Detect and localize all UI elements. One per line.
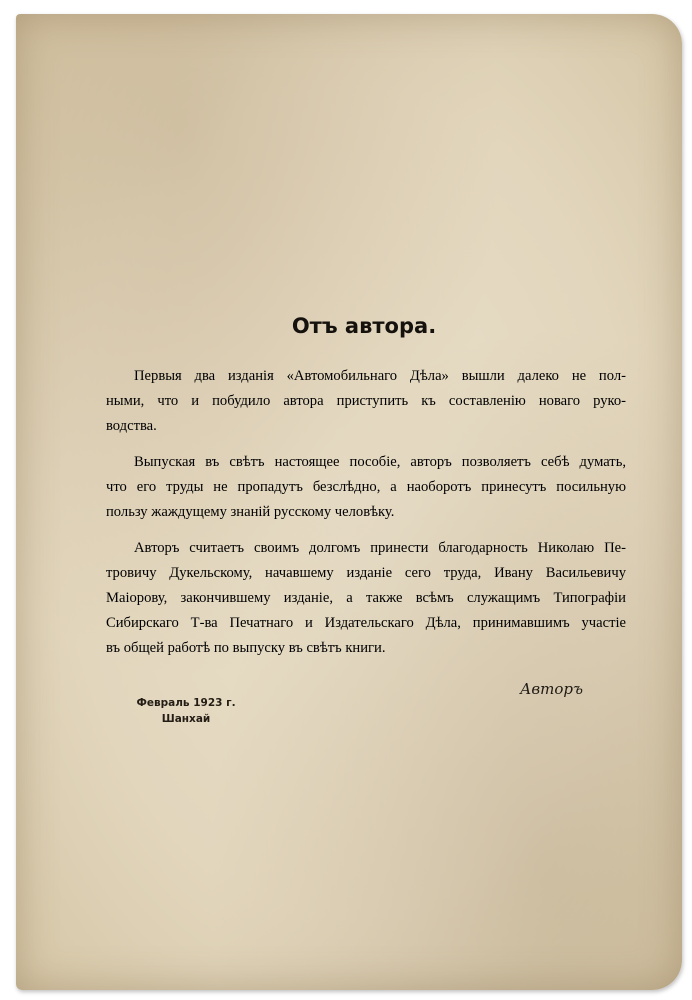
paragraph-3-line-2: тровичу Дукельскому, начавшему изданіе сего труда, Ивану Васильевичу	[106, 565, 626, 581]
paragraph-2-line-1: Выпуская въ свѣтъ настоящее пособіе, авторъ позволяетъ себѣ думать,	[134, 454, 626, 470]
paragraph-1-line-1: Первыя два изданія «Автомобильнаго Дѣла» вышли далеко не пол-	[134, 368, 626, 384]
paragraph-1-line-3: водства.	[106, 418, 157, 434]
author-signature: Авторъ	[520, 680, 583, 698]
page-title: Отъ автора.	[291, 314, 437, 338]
paragraph-3-line-5: въ общей работѣ по выпуску въ свѣтъ книги.	[106, 640, 386, 656]
paragraph-3-line-3: Маіорову, закончившему изданіе, а также всѣмъ служащимъ Типографіи	[106, 590, 626, 606]
paragraph-3-line-4: Сибирскаго Т-ва Печатнаго и Издательскаго Дѣла, принимавшимъ участіе	[106, 615, 626, 631]
date-line: Февраль 1923 г.	[136, 697, 236, 709]
paragraph-3-line-1: Авторъ считаетъ своимъ долгомъ принести благодарность Николаю Пе-	[134, 540, 626, 556]
paragraph-1-line-2: ными, что и побудило автора приступить къ составленію новаго руко-	[106, 393, 626, 409]
book-page	[16, 14, 682, 990]
place-line: Шанхай	[161, 713, 211, 725]
paragraph-2-line-3: пользу жаждущему знаній русскому человѣку.	[106, 504, 395, 520]
paragraph-2-line-2: что его труды не пропадутъ безслѣдно, а наоборотъ принесутъ посильную	[106, 479, 626, 495]
